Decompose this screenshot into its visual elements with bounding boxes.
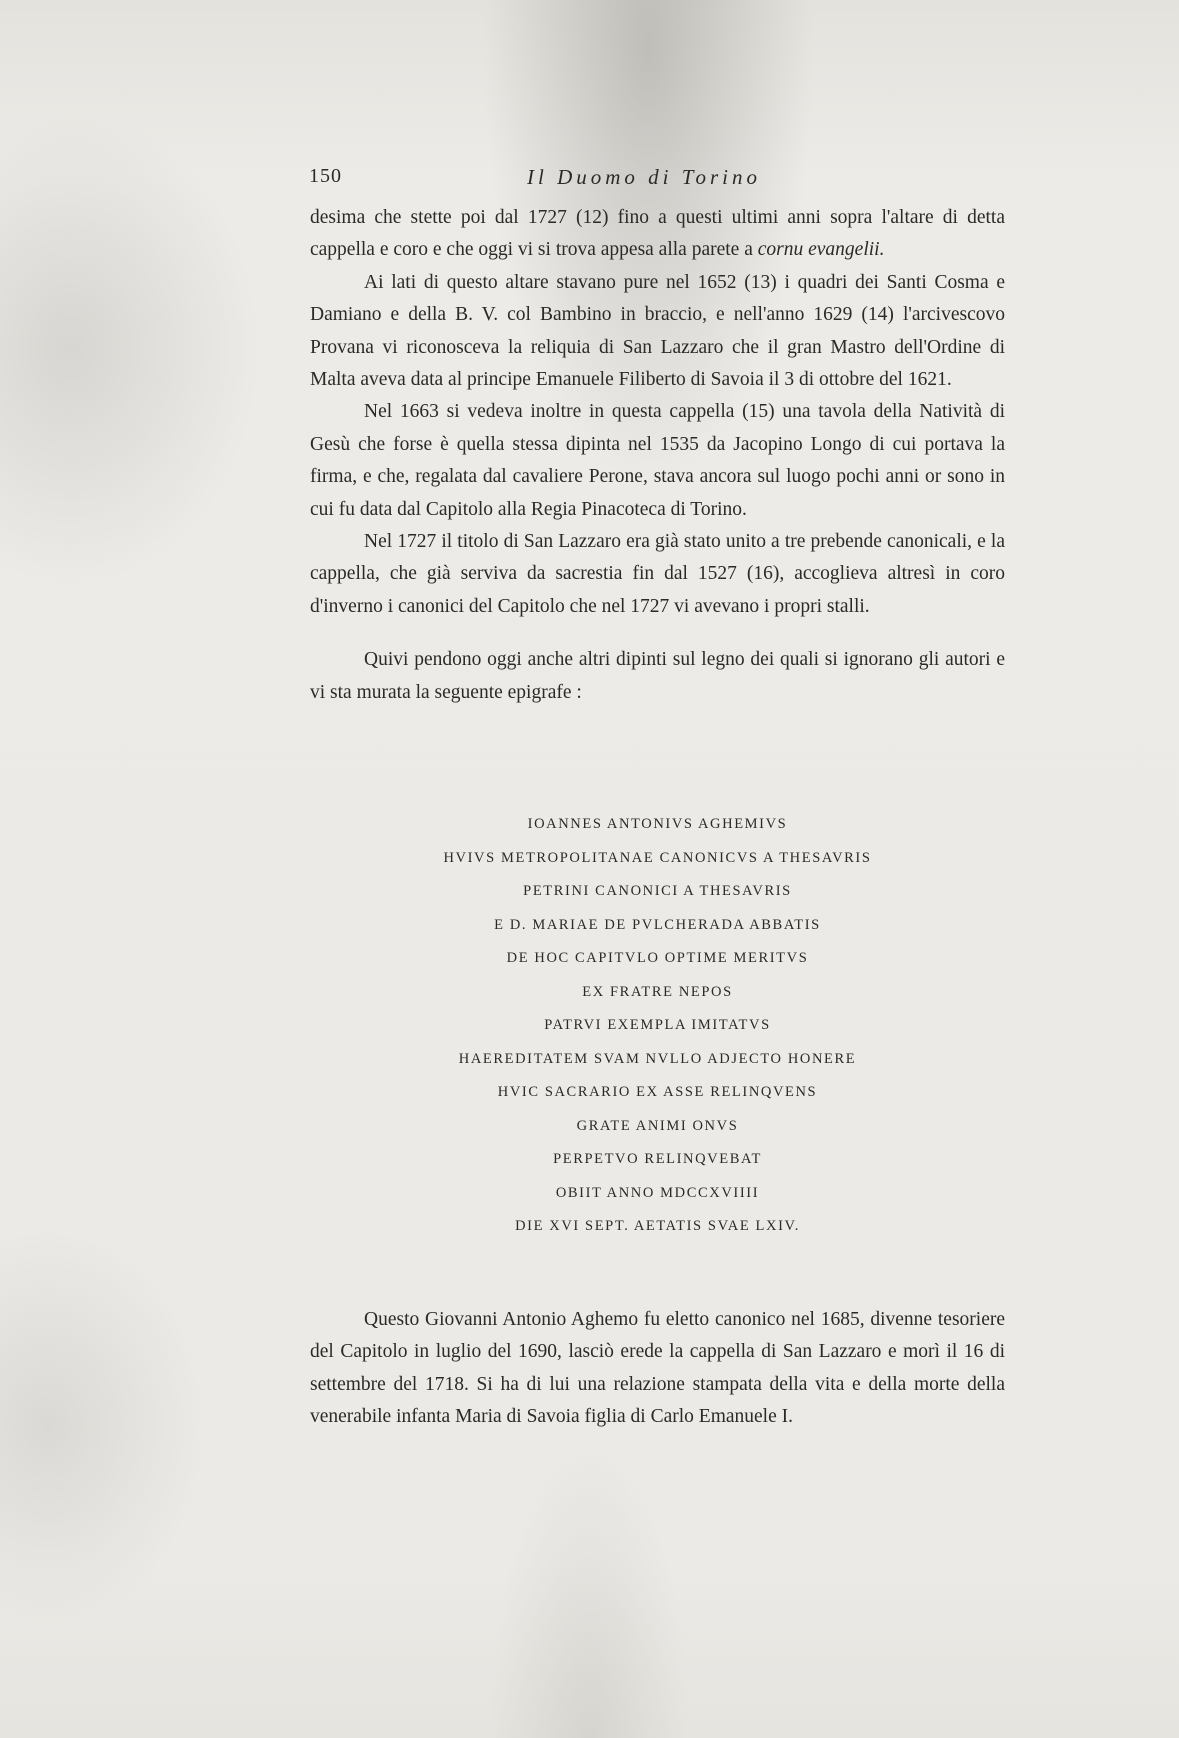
epigraph-line: PERPETVO RELINQVEBAT — [553, 1151, 762, 1167]
running-title: Il Duomo di Torino — [527, 165, 762, 189]
body-text — [310, 202, 1005, 709]
paragraph-5: Quivi pendono oggi anche altri dipinti sul legno dei quali si ignorano gli autori e vi sta murata la seguente epigrafe : — [310, 649, 1005, 703]
epigraph-line: PATRVI EXEMPLA IMITATVS — [544, 1017, 771, 1033]
paragraph-2: Ai lati di questo altare stavano pure nel 1652 (13) i quadri dei Santi Cosma e Damiano e della B. V. col Bambino in braccio, e nell'anno 1629 (14) l'arcivescovo Provana vi riconosceva la reliquia di San Lazzaro che il gran Mastro dell'Ordine di Malta aveva data al principe Emanuele Filiberto di Savoia il 3 di ottobre del 1621. — [310, 271, 1005, 391]
paragraph-3: Nel 1663 si vedeva inoltre in questa cappella (15) una tavola della Natività di Gesù che forse è quella stessa dipinta nel 1535 da Jacopino Longo di cui portava la firma, e che, regalata dal cavaliere Perone, stava ancora sul luogo pochi anni or sono in cui fu data dal Capitolo alla Regia Pinacoteca di Torino. — [310, 401, 1005, 520]
epigraph-line: HAEREDITATEM SVAM NVLLO ADJECTO HONERE — [458, 1050, 857, 1067]
epigraph-line: IOANNES ANTONIVS AGHEMIVS — [527, 816, 788, 832]
epigraph-line: GRATE ANIMI ONVS — [576, 1117, 739, 1134]
epigraph-line: DIE XVI SEPT. AETATIS SVAE LXIV. — [515, 1218, 800, 1234]
page-header — [309, 165, 809, 195]
paragraph-6: Questo Giovanni Antonio Aghemo fu eletto canonico nel 1685, divenne tesoriere del Capitolo in luglio del 1690, lasciò erede la cappella di San Lazzaro e morì il 16 di settembre del 1718. Si ha di lui una relazione stampata della vita e della morte della venerabile infanta Maria di Savoia figlia di Carlo Emanuele I. — [310, 1309, 1005, 1428]
paragraph-4: Nel 1727 il titolo di San Lazzaro era già stato unito a tre prebende canonicali, e la cappella, che già serviva da sacrestia fin dal 1527 (16), accoglieva altresì in coro d'inverno i canonici del Capitolo che nel 1727 vi avevano i propri stalli. — [310, 531, 1005, 617]
paragraph-1-italic: cornu evangelii. — [757, 239, 885, 261]
epigraph-line: HVIVS METROPOLITANAE CANONICVS A THESAVRIS — [443, 849, 872, 866]
closing-text — [310, 1304, 1005, 1434]
page-number: 150 — [309, 165, 342, 187]
epigraph-inscription — [310, 808, 1005, 1244]
epigraph-line: PETRINI CANONICI A THESAVRIS — [523, 883, 792, 899]
epigraph-line: DE HOC CAPITVLO OPTIME MERITVS — [506, 950, 809, 966]
paragraph-1-text: desima che stette poi dal 1727 (12) fino a questi ultimi anni sopra l'altare di detta cappella e coro e che oggi vi si trova appesa alla parete a — [310, 207, 1005, 261]
epigraph-line: OBIIT ANNO MDCCXVIIII — [555, 1184, 760, 1201]
epigraph-line: EX FRATRE NEPOS — [582, 983, 733, 1000]
epigraph-line: HVIC SACRARIO EX ASSE RELINQVENS — [497, 1084, 818, 1100]
paragraph-1 — [310, 202, 1005, 267]
epigraph-line: E D. MARIAE DE PVLCHERADA ABBATIS — [494, 916, 821, 933]
